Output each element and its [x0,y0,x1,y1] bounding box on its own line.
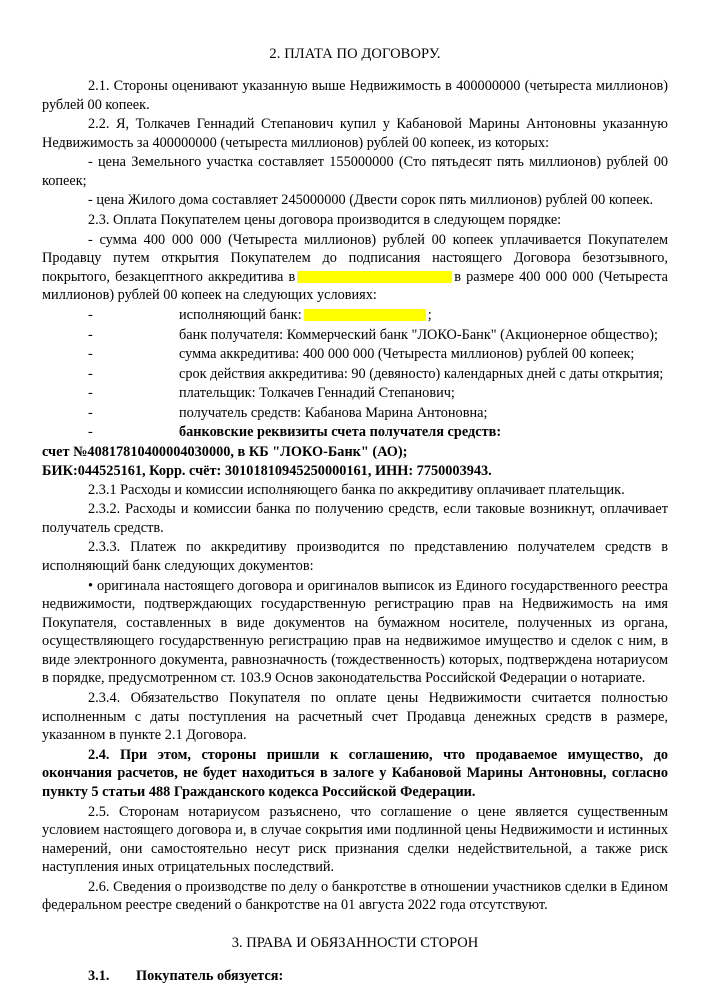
list-item [42,306,668,325]
clause-2-2-dash-1: - цена Земельного участка составляет 155000000 (Сто пятьдесят пять миллионов) рублей 00 копеек; [42,154,668,189]
list-item-text: банк получателя: Коммерческий банк "ЛОКО-Банк" (Акционерное общество); [179,326,658,343]
clause-2-3-4: 2.3.4. Обязательство Покупателя по оплате цены Недвижимости считается полностью исполненным с даты поступления на расчетный счет Продавца денежных средств в размере, указанном в пункте 2.1 Договора. [42,690,668,744]
clause-2-1: 2.1. Стороны оценивают указанную выше Недвижимость в 400000000 (четыреста миллионов) рублей 00 копеек. [42,78,668,113]
list-marker: - [88,326,93,343]
bank-bik-line: БИК:044525161, Корр. счёт: 30101810945250000161, ИНН: 7750003943. [42,462,492,479]
list-item [42,423,668,442]
list-item-text: банковские реквизиты счета получателя средств: [179,424,502,441]
list-marker: - [88,306,93,323]
section-2-title: 2. ПЛАТА ПО ДОГОВОРУ. [269,46,441,62]
list-marker: - [88,404,93,421]
clause-2-3-3: 2.3.3. Платеж по аккредитиву производится по представлению получателем средств в исполняющий банк следующих документов: [42,539,668,575]
bank-account-line: счет №40817810400004030000, в КБ "ЛОКО-Банк" (АО); [42,443,408,460]
redaction-bank-name-1 [297,271,452,283]
list-item-text: получатель средств: Кабанова Марина Антоновна; [179,404,488,421]
list-item-text: срок действия аккредитива: 90 (девяносто) календарных дней с даты открытия; [179,365,664,382]
list-item-text [179,306,668,325]
section-3-title: 3. ПРАВА И ОБЯЗАННОСТИ СТОРОН [231,935,479,951]
clause-3-1 [42,968,668,985]
list-item-tail: ; [427,306,432,323]
clause-2-6: 2.6. Сведения о производстве по делу о банкротстве в отношении участников сделки в Едином федеральном реестре сведений о банкротстве на 01 августа 2022 года отсутствуют. [42,878,668,914]
clause-2-3-1: 2.3.1 Расходы и комиссии исполняющего банка по аккредитиву оплачивает плательщик. [88,481,625,498]
clause-2-2-dash-2: - цена Жилого дома составляет 245000000 (Двести сорок пять миллионов) рублей 00 копеек. [88,192,654,209]
clause-2-3-dash-1 [42,231,668,305]
clause-2-3-dash-1-part-a: - сумма 400 000 000 (Четыреста миллионов) рублей 00 копеек уплачивается Покупателем Продавцу путем открытия Покупателем до подписания настоящего Договора безотзывного, покрытого, безакцептного аккредитива в [42,231,668,285]
list-item [42,404,668,423]
list-item-text: плательщик: Толкачев Геннадий Степанович; [179,385,455,402]
list-item [42,365,668,384]
clause-2-5: 2.5. Сторонам нотариусом разъяснено, что соглашение о цене является существенным условием настоящего договора и, в случае сокрытия ими подлинной цены Недвижимости и истинных намерений, они самостоятельно несут риск признания сделки недействительной, а также риск наступления иных отрицательных последствий. [42,803,668,876]
clause-2-4: 2.4. При этом, стороны пришли к соглашению, что продаваемое имущество, до окончания расчетов, не будет находиться в залоге у Кабановой Марины Антоновны, согласно пункту 5 статьи 488 Гражданского кодекса Российской Федерации. [42,746,668,800]
list-item [42,384,668,403]
clause-3-1-text: Покупатель обязуется: [136,968,284,984]
list-item-text: сумма аккредитива: 400 000 000 (Четыреста миллионов) рублей 00 копеек; [179,346,635,363]
clause-2-3-dash-1-part-b: в размере 400 000 000 (Четыреста миллионов) рублей 00 копеек на следующих условиях: [42,268,669,304]
list-marker: - [88,365,93,382]
list-marker: - [88,424,93,441]
clause-2-3-2: 2.3.2. Расходы и комиссии банка по получению средств, если таковые возникнут, оплачивает получатель средств. [42,501,668,536]
list-item-label: исполняющий банк: [179,306,302,323]
clause-2-3-3-bullet: • оригинала настоящего договора и оригиналов выписок из Единого государственного реестра недвижимости, подтверждающих государственную регистрацию прав на Недвижимость на имя Покупателя, составленных в виде документов на бумажном носителе, полученных из органа, осуществляющего государственную регистрацию прав на недвижимое имущество и сделок с ним, в виде электронного документа, равнозначность (тождественность) которых, подтверждена нотариусом в порядке, предусмотренном ст. 103.9 Основ законодательства Российской Федерации о нотариате. [42,577,668,687]
list-item [42,326,668,345]
list-item [42,345,668,364]
redaction-executing-bank [304,309,426,321]
clause-2-3: 2.3. Оплата Покупателем цены договора производится в следующем порядке: [88,212,562,229]
list-marker: - [88,346,93,363]
clause-2-2: 2.2. Я, Толкачев Геннадий Степанович купил у Кабановой Марины Антоновны указанную Недвижимость за 400000000 (четыреста миллионов) рублей 00 копеек, из которых: [42,116,668,151]
list-marker: - [88,385,93,402]
clause-3-1-number: 3.1. [88,968,110,984]
